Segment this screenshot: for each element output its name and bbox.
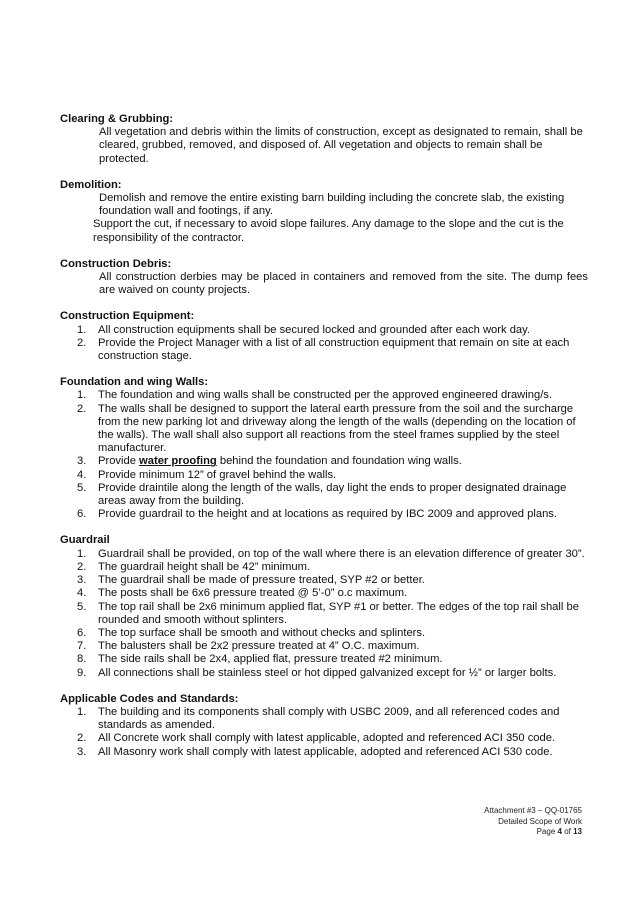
section-debris — [60, 258, 588, 298]
section-clearing — [60, 113, 588, 166]
list-text: The foundation and wing walls shall be constructed per the approved engineered drawing/s. — [98, 389, 553, 402]
list-item — [60, 667, 588, 680]
numbered-list — [60, 548, 588, 680]
list-number: 6. — [77, 626, 87, 639]
water-proofing-emphasis: water proofing — [139, 455, 217, 468]
list-number: 5. — [77, 481, 87, 494]
list-number: 3. — [77, 745, 87, 758]
section-codes — [60, 693, 588, 759]
list-item — [60, 574, 588, 587]
list-item — [60, 653, 588, 666]
list-item — [60, 732, 588, 745]
list-item — [60, 706, 588, 732]
list-number: 2. — [77, 336, 87, 349]
list-text: All Masonry work shall comply with latest applicable, adopted and referenced ACI 530 code. — [98, 745, 553, 758]
list-text: The guardrail shall be made of pressure treated, SYP #2 or better. — [98, 574, 425, 587]
list-item — [60, 469, 588, 482]
page-total: 13 — [573, 827, 582, 836]
list-number: 1. — [77, 389, 87, 402]
list-number: 5. — [77, 600, 87, 613]
list-item — [60, 548, 588, 561]
footer-page-number — [484, 827, 582, 838]
list-text: The walls shall be designed to support the lateral earth pressure from the soil and the surcharge from the new parking lot and driveway along the length of the walls (depending on the location of the walls). The wall shall also support all reactions from the steel frames supplied by the steel manufacturer. — [98, 402, 576, 455]
list-number: 1. — [77, 323, 87, 336]
footer-attachment: Attachment #3 – QQ-01765 — [484, 806, 582, 815]
list-text: The side rails shall be 2x4, applied flat, pressure treated #2 minimum. — [98, 653, 443, 666]
section-equipment — [60, 310, 588, 363]
list-text: The posts shall be 6x6 pressure treated @ 5’-0” o.c maximum. — [98, 587, 408, 600]
list-text: Provide guardrail to the height and at locations as required by IBC 2009 and approved plans. — [98, 508, 557, 521]
list-number: 8. — [77, 653, 87, 666]
list-text: All Concrete work shall comply with latest applicable, adopted and referenced ACI 350 code. — [98, 732, 556, 745]
list-number: 9. — [77, 666, 87, 679]
list-item — [60, 561, 588, 574]
list-number: 4. — [77, 468, 87, 481]
list-item — [60, 337, 588, 363]
list-text: Guardrail shall be provided, on top of the wall where there is an elevation difference of greater 30”. — [98, 547, 585, 560]
list-item — [60, 324, 588, 337]
numbered-list — [60, 706, 588, 759]
list-text: The top rail shall be 2x6 minimum applied flat, SYP #1 or better. The edges of the top rail shall be rounded and smooth without splinters. — [98, 600, 579, 626]
scope-content — [60, 113, 588, 772]
list-number: 7. — [77, 640, 87, 653]
list-text: All construction equipments shall be secured locked and grounded after each work day. — [98, 323, 531, 336]
list-number: 2. — [77, 560, 87, 573]
numbered-list — [60, 324, 588, 364]
list-text: behind the foundation and foundation wing walls. — [216, 455, 462, 468]
section-heading: Guardrail — [60, 534, 110, 547]
section-heading: Clearing & Grubbing: — [60, 113, 174, 125]
of-label: of — [564, 827, 571, 836]
list-item — [60, 482, 588, 508]
section-paragraph: All vegetation and debris within the limits of construction, except as designated to remain, shall be cleared, grubbed, removed, and disposed of. All vegetation and objects to remain shall be protected. — [99, 126, 583, 165]
section-paragraph: Support the cut, if necessary to avoid slope failures. Any damage to the slope and the cut is the responsibility of the contractor. — [93, 218, 564, 244]
section-heading: Construction Equipment: — [60, 310, 195, 323]
numbered-list — [60, 389, 588, 521]
section-guardrail — [60, 534, 588, 679]
section-heading: Foundation and wing Walls: — [60, 376, 209, 389]
list-text: Provide draintile along the length of the walls, day light the ends to proper designated drainage areas away from the building. — [98, 481, 567, 508]
section-heading: Construction Debris: — [60, 257, 172, 270]
list-item — [60, 601, 588, 627]
list-item — [60, 627, 588, 640]
list-text: All connections shall be stainless steel or hot dipped galvanized except for ½” or larger bolts. — [98, 666, 557, 679]
section-paragraph: All construction derbies may be placed in containers and removed from the site. The dump fees are waived on county projects. — [99, 271, 588, 297]
list-item — [60, 455, 588, 468]
list-text: Provide — [98, 455, 140, 468]
list-item — [60, 746, 588, 759]
list-text: The guardrail height shall be 42” minimum. — [98, 560, 311, 573]
list-number: 1. — [77, 705, 87, 718]
list-text: Provide minimum 12” of gravel behind the walls. — [98, 468, 337, 481]
page-current: 4 — [557, 827, 562, 836]
list-number: 3. — [77, 455, 87, 468]
list-number: 6. — [77, 508, 87, 521]
list-number: 4. — [77, 587, 87, 600]
list-item — [60, 587, 588, 600]
page-label: Page — [536, 827, 556, 836]
section-demolition — [60, 179, 588, 245]
list-text: The building and its components shall comply with USBC 2009, and all referenced codes and standards as amended. — [98, 705, 560, 732]
list-number: 2. — [77, 402, 87, 415]
page-footer — [484, 806, 582, 838]
list-number: 3. — [77, 574, 87, 587]
list-number: 2. — [77, 732, 87, 745]
list-text: Provide the Project Manager with a list of all construction equipment that remain on site at each construction stage. — [98, 336, 570, 363]
list-item — [60, 508, 588, 521]
list-number: 1. — [77, 547, 87, 560]
footer-document-title: Detailed Scope of Work — [498, 816, 582, 826]
list-text: The top surface shall be smooth and without checks and splinters. — [98, 626, 426, 639]
list-text: The balusters shall be 2x2 pressure treated at 4” O.C. maximum. — [98, 640, 420, 653]
list-item — [60, 640, 588, 653]
section-paragraph: Demolish and remove the entire existing barn building including the concrete slab, the existing foundation wall and footings, if any. — [99, 192, 565, 218]
section-foundation — [60, 376, 588, 521]
section-heading: Applicable Codes and Standards: — [60, 692, 239, 705]
section-heading: Demolition: — [60, 178, 122, 191]
list-item — [60, 389, 588, 402]
list-item — [60, 403, 588, 456]
